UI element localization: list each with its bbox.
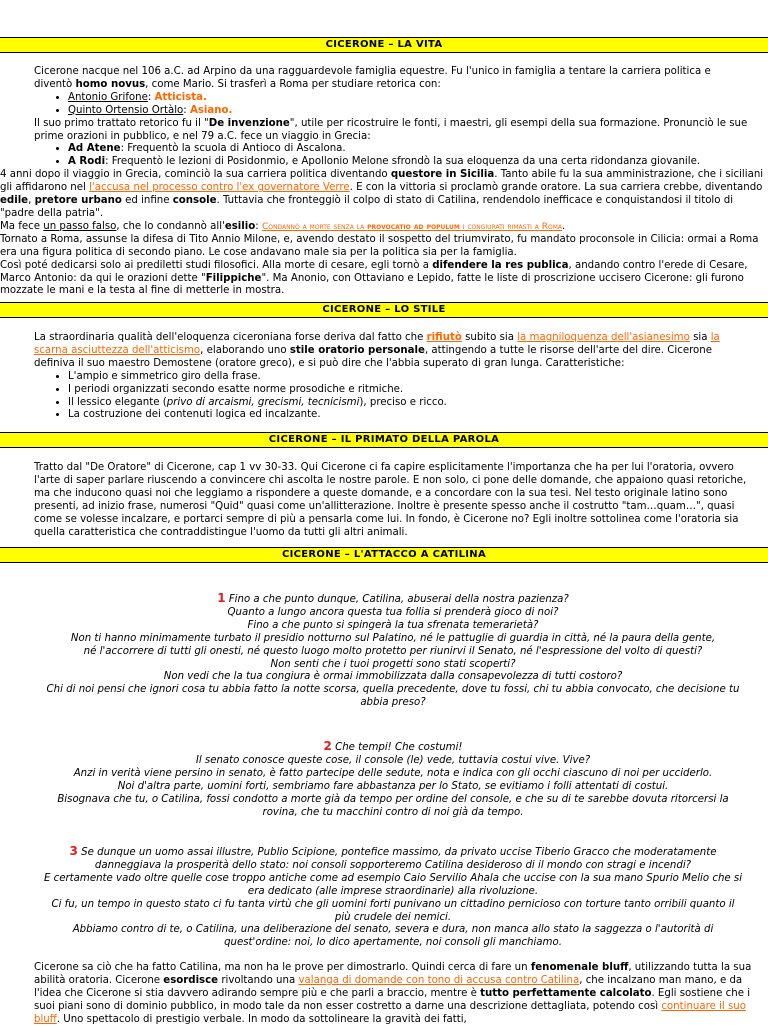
greece-list	[34, 143, 752, 169]
quote-block-2: 2 Che tempi! Che costumi! Il senato conosce queste cose, il console (le) vede, tuttavia costui vive. Vive? Anzi in verità viene persino in senato, è fatto partecipe delle sedute, nota e indica con gli occhi ciascuno di noi per ucciderlo. Noi d'altra parte, uomini forti, sembriamo fare abbastanza per lo Stato, se evitiamo i folli attentati di costui. Bisognava che tu, o Catilina, fossi condotto a morte già da tempo per ordine del console, e che su di te sarebbe dovuta ritorcersi la rovina, che tu macchini contro di noi già da tempo.	[57, 739, 729, 818]
paragraph: 4 anni dopo il viaggio in Grecia, cominciò la sua carriera politica diventando questore in Sicilia. Tanto abile fu la sua amministrazione, che i siciliani gli affidarono nel l'accusa nel processo contro l'ex governatore Verre. E con la vittoria si proclamò grande oratore. La sua carriera crebbe, diventando edile, pretore urbano ed infine console. Tuttavia che fronteggiò il colpo di stato di Catilina, rendendolo inefficace e conquistandosi il titolo di "padre della patria".	[0, 169, 764, 219]
list-item: • Antonio Grifone: Atticista.	[68, 92, 752, 105]
section-body-vita	[0, 66, 764, 298]
section-title: CICERONE – IL PRIMATO DELLA PAROLA	[268, 434, 500, 445]
section-header-stile	[0, 302, 768, 318]
list-item: • L'ampio e simmetrico giro della frase.	[68, 371, 752, 384]
paragraph: Cicerone sa ciò che ha fatto Catilina, ma non ha le prove per dimostrarlo. Quindi cerca di fare un fenomenale bluff, utilizzando tutta la sua abilità oratoria. Cicerone esordisce rivoltando una valanga di domande con tono di accusa contro Catilina, che incalzano man mano, e da l'idea che Cicerone si stia davvero adirando sempre più e che parli a braccio, mentre è tutto perfettamente calcolato. Egli sostiene che i suoi piani sono di dominio pubblico, in modo tale da non esser costretto a darne una descrizione dettagliata, potendo così continuare il suo bluff. Uno spettacolo di prestigio verbale. In modo da sottolineare la gravità dei fatti,	[34, 962, 752, 1025]
list-item: • Ad Atene: Frequentò la scuola di Antioco di Ascalona.	[68, 143, 752, 156]
section-body-catilina	[34, 962, 752, 1027]
paragraph: Tornato a Roma, assunse la difesa di Tito Annio Milone, e, avendo destato il sospetto del triumvirato, fu mandato proconsole in Cilicia: ormai a Roma era una figura politica di secondo piano. Le cose andavano male sia per la politica sia per la famiglia.	[0, 233, 759, 258]
section-body-primato	[34, 462, 752, 539]
paragraph: Tratto dal "De Oratore" di Cicerone, cap 1 vv 30-33. Qui Cicerone ci fa capire esplicitamente l'importanza che ha per lui l'oratoria, ovvero l'arte di saper parlare riuscendo a convincere chi ascolta le nostre parole. E non solo, ci pone delle domande, che appaiono quasi retoriche, ma che inducono quasi noi che leggiamo a rispondere a queste domande, e a concordare con la sua tesi. Nel testo originale latino sono presenti, ad inizio frase, numerosi "Quid" quasi come un'allitterazione. Inoltre è presente spesso anche il costrutto "tam…quam…", quasi come se volesse incalzare, e portarci sempre di più a pensarla come lui. In fondo, è Cicerone no? Egli inoltre sottolinea come l'oratoria sia quella caratteristica che contraddistingue l'uomo da tutti gli altri animali.	[34, 462, 747, 538]
section-body-stile	[34, 332, 752, 422]
quote-block-3: 3 Se dunque un uomo assai illustre, Publio Scipione, pontefice massimo, da privato uccise Tiberio Gracco che moderatamente danneggiava la prosperità dello stato: noi consoli sopporteremo Catilina desideroso di il mondo con stragi e incendi? E certamente vado oltre quelle cose troppo antiche come ad esempio Caio Servilio Ahala che uccise con la sua mano Spurio Melio che si era dedicato (alle imprese straordinarie) alla rivoluzione. Ci fu, un tempo in questo stato ci fu tanta virtù che gli uomini forti punivano un cittadino pernicioso con torture tanto orribili quanto il più crudele dei nemici. Abbiamo contro di te, o Catilina, una deliberazione del senato, severa e dura, non manca allo stato la saggezza o l'autorità di quest'ordine: noi, lo dico apertamente, noi consoli gli manchiamo.	[43, 844, 743, 949]
section-title: CICERONE – L'ATTACCO A CATILINA	[281, 549, 487, 560]
quote-number: 3	[69, 844, 78, 858]
paragraph: Così poté dedicarsi solo ai prediletti studi filosofici. Alla morte di cesare, egli tornò a difendere la res publica, andando contro l'erede di Cesare, Marco Antonio: da qui le orazioni dette "Filippiche". Ma Anonio, con Ottaviano e Lepido, fatte le liste di proscrizione uccisero Cicerone: gli furono mozzate le mani e la testa al fine di metterle in mostra.	[0, 259, 748, 297]
paragraph: La straordinaria qualità dell'eloquenza ciceroniana forse deriva dal fatto che rifiutò subito sia la magniloquenza dell'asianesimo sia la scarna asciuttezza dell'atticismo, elaborando uno stile oratorio personale, attingendo a tutte le risorse dell'arte del dire. Cicerone definiva il suo maestro Demostene (oratore greco), e si può dire che l'abbia superato di gran lunga. Caratteristiche:	[34, 332, 720, 369]
paragraph: Ma fece un passo falso, che lo condannò all'esilio: Condannò a morte senza la provocatio ad populum i congiurati rimasti a Roma.	[0, 220, 566, 232]
link[interactable]: l'accusa nel processo contro l'ex governatore Verre	[89, 182, 350, 194]
list-item: • Il lessico elegante (privo di arcaismi, grecismi, tecnicismi), preciso e ricco.	[68, 397, 752, 410]
section-header-primato	[0, 432, 768, 448]
paragraph: Il suo primo trattato retorico fu il "De invenzione", utile per ricostruire le fonti, i maestri, gli esempi della sua formazione. Pronunciò le sue prime orazioni in pubblico, e nel 79 a.C. fece un viaggio in Grecia:	[34, 117, 748, 142]
section-title: CICERONE – LA VITA	[325, 39, 443, 50]
teachers-list	[34, 92, 752, 118]
list-item: • A Rodi: Frequentò le lezioni di Posidonmio, e Apollonio Melone sfrondò la sua eloquenza da una certa ridondanza giovanile.	[68, 156, 752, 169]
section-header-vita	[0, 37, 768, 53]
list-item: • La costruzione dei contenuti logica ed incalzante.	[68, 409, 752, 422]
link[interactable]: Condannò a morte senza la provocatio ad populum i congiurati rimasti a Roma	[261, 221, 562, 232]
link[interactable]: continuare il suo bluff	[34, 1000, 746, 1025]
section-header-catilina	[0, 547, 768, 563]
quote-block-1: 1 Fino a che punto dunque, Catilina, abuserai della nostra pazienza? Quanto a lungo ancora questa tua follia si prenderà gioco di noi? Fino a che punto si spingerà la tua sfrenata temerarietà? Non ti hanno minimamente turbato il presidio notturno sul Palatino, né le pattuglie di guardia in città, né la paura della gente, né l'accorrere di tutti gli onesti, né questo luogo molto protetto per riunirvi il Senato, né l'espressione del volto di questi? Non senti che i tuoi progetti sono stati scoperti? Non vedi che la tua congiura è ormai immobilizzata dalla consapevolezza di tutti costoro? Chi di noi pensi che ignori cosa tu abbia fatto la notte scorsa, quella precedente, dove tu fossi, chi tu abbia convocato, che decisione tu abbia preso?	[46, 591, 740, 709]
quote-number: 1	[217, 591, 226, 605]
link[interactable]: valanga di domande con tono di accusa contro Catilina	[298, 974, 580, 986]
link[interactable]: la magniloquenza dell'asianesimo	[517, 332, 690, 343]
section-title: CICERONE – LO STILE	[322, 304, 446, 315]
features-list	[34, 371, 752, 423]
quote-number: 2	[323, 739, 332, 753]
list-item: • Quinto Ortensio Ortàlo: Asiano.	[68, 105, 752, 118]
paragraph: Cicerone nacque nel 106 a.C. ad Arpino da una ragguardevole famiglia equestre. Fu l'unico in famiglia a tentare la carriera politica e diventò homo novus, come Mario. Si trasferì a Roma per studiare retorica con:	[34, 66, 711, 90]
link[interactable]: la scarna asciuttezza dell'atticismo	[34, 332, 720, 356]
list-item: • I periodi organizzati secondo esatte norme prosodiche e ritmiche.	[68, 384, 752, 397]
